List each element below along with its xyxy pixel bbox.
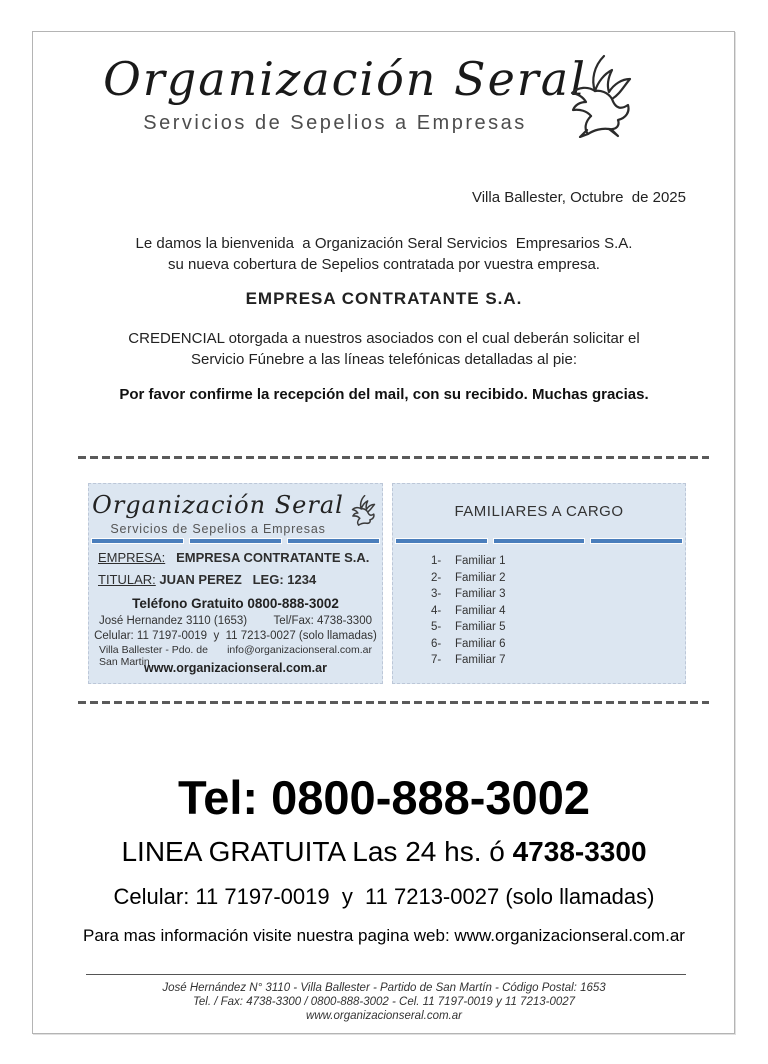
list-item [431, 553, 505, 570]
titular-value: JUAN PEREZ LEG: 1234 [159, 572, 317, 587]
familiar-name: Familiar 6 [455, 637, 506, 650]
divider-segment [590, 538, 683, 544]
list-item [431, 619, 505, 636]
footer-divider [86, 974, 686, 975]
credential-paragraph [0, 328, 768, 370]
divider-segment [189, 538, 282, 544]
free-line-phone: 4738-3300 [512, 836, 647, 867]
list-item [431, 603, 505, 620]
intro-paragraph [0, 233, 768, 275]
intro-line-2: su nueva cobertura de Sepelios contratada por vuestra empresa. [168, 256, 600, 273]
card-email: info@organizacionseral.com.ar [227, 644, 372, 656]
card-website: www.organizacionseral.com.ar [144, 661, 327, 675]
intro-line-1: Le damos la bienvenida a Organización Seral Servicios Empresarios S.A. [135, 235, 633, 252]
credential-line-1: CREDENCIAL otorgada a nuestros asociados con el cual deberán solicitar el [128, 330, 640, 347]
empresa-label: EMPRESA: [98, 550, 166, 565]
dashed-separator-bottom [78, 701, 709, 704]
divider-segment [287, 538, 380, 544]
list-item [431, 652, 505, 669]
website-info-line: Para mas información visite nuestra pagina web: www.organizacionseral.com.ar [83, 926, 685, 945]
confirm-note: Por favor confirme la recepción del mail, con su recibido. Muchas gracias. [119, 386, 649, 403]
familiar-name: Familiar 4 [455, 604, 506, 617]
familiar-number: 7- [431, 654, 442, 666]
dove-icon-small [348, 492, 376, 528]
card-right-divider-bar [395, 538, 683, 544]
list-item [431, 570, 505, 587]
familiares-list [431, 553, 505, 669]
familiar-name: Familiar 1 [455, 555, 506, 567]
card-city: Villa Ballester - Pdo. de San Martin [99, 644, 208, 668]
divider-segment [91, 538, 184, 544]
card-free-phone: Teléfono Gratuito 0800-888-3002 [132, 596, 339, 611]
familiar-name: Familiar 5 [455, 621, 506, 633]
familiar-name: Familiar 7 [455, 654, 506, 666]
familiar-number: 3- [431, 588, 442, 600]
main-phone-number: Tel: 0800-888-3002 [178, 771, 590, 824]
footer-address: José Hernández N° 3110 - Villa Ballester - Partido de San Martín - Código Postal: 1653 [162, 982, 606, 994]
dashed-separator-top [78, 456, 709, 459]
free-line-text [0, 836, 768, 868]
divider-segment [395, 538, 488, 544]
familiar-number: 5- [431, 621, 442, 633]
card-cellular: Celular: 11 7197-0019 y 11 7213-0027 (solo llamadas) [94, 630, 377, 642]
titular-field [98, 572, 316, 587]
card-address-row [99, 615, 372, 627]
list-item [431, 636, 505, 653]
footer-website: www.organizacionseral.com.ar [306, 1010, 462, 1022]
familiar-name: Familiar 2 [455, 571, 506, 584]
card-left-divider-bar [91, 538, 380, 544]
empresa-field [98, 550, 369, 565]
familiares-title: FAMILIARES A CARGO [454, 503, 624, 520]
card-right-panel [392, 483, 686, 684]
titular-label: TITULAR: [98, 572, 156, 587]
brand-logo-text: Organización Seral [103, 52, 587, 106]
credential-line-2: Servicio Fúnebre a las líneas telefónicas detalladas al pie: [190, 351, 578, 368]
dateline: Villa Ballester, Octubre de 2025 [471, 189, 686, 206]
card-left-panel [88, 483, 383, 684]
company-title: EMPRESA CONTRATANTE S.A. [245, 289, 523, 308]
familiar-number: 4- [431, 604, 442, 617]
familiar-number: 1- [431, 555, 442, 567]
empresa-value: EMPRESA CONTRATANTE S.A. [176, 550, 370, 565]
card-brand-tagline: Servicios de Sepelios a Empresas [110, 522, 326, 536]
card-brand-logo-text: Organización Seral [92, 491, 344, 519]
divider-segment [493, 538, 586, 544]
card-address: José Hernandez 3110 (1653) [99, 615, 248, 627]
familiar-number: 6- [431, 637, 442, 650]
brand-tagline: Servicios de Sepelios a Empresas [143, 112, 527, 134]
credential-card [88, 483, 686, 684]
cellular-numbers: Celular: 11 7197-0019 y 11 7213-0027 (solo llamadas) [113, 884, 655, 909]
dove-icon [560, 50, 634, 138]
footer [0, 981, 768, 1023]
familiar-number: 2- [431, 571, 442, 584]
card-telfax: Tel/Fax: 4738-3300 [273, 615, 372, 627]
familiar-name: Familiar 3 [455, 588, 506, 600]
list-item [431, 586, 505, 603]
footer-phones: Tel. / Fax: 4738-3300 / 0800-888-3002 - Cel. 11 7197-0019 y 11 7213-0027 [192, 996, 576, 1008]
free-line-normal: LINEA GRATUITA Las 24 hs. ó [121, 836, 513, 867]
